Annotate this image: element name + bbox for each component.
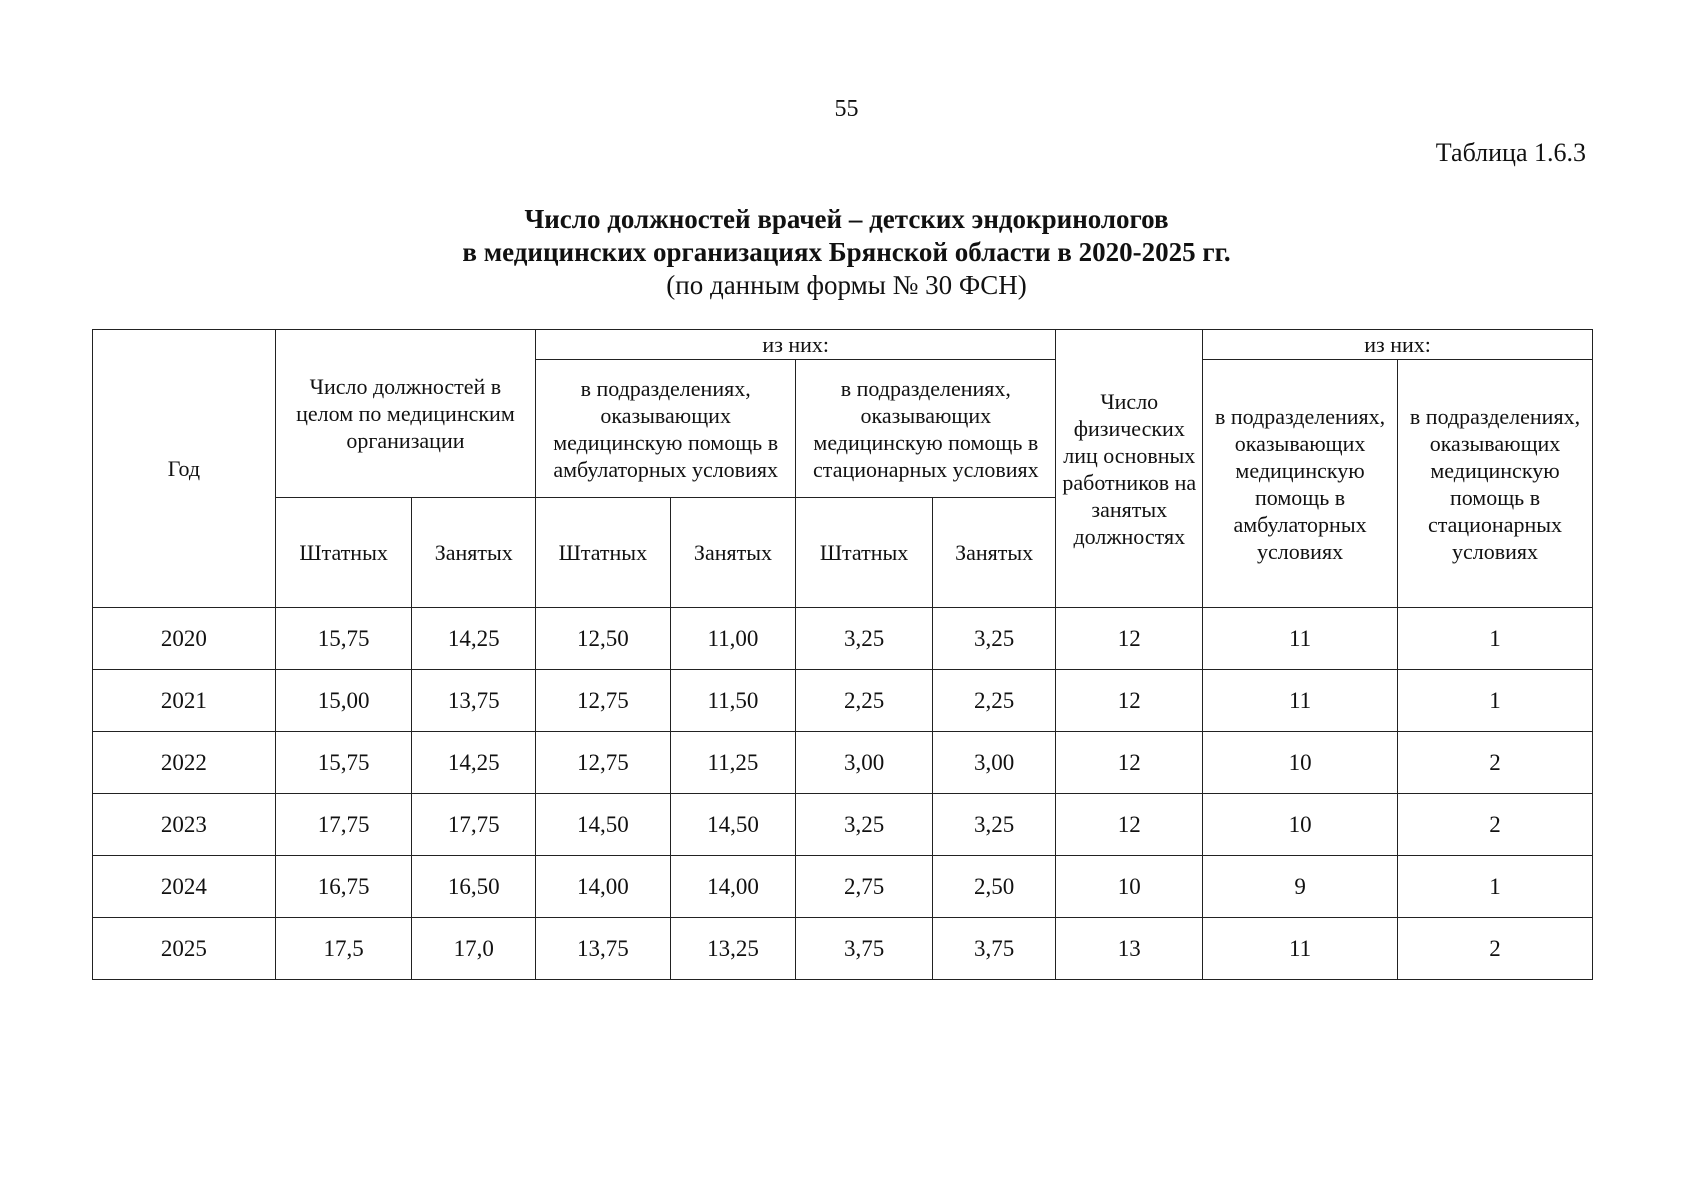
- cell-amb-occupied: 14,00: [670, 856, 796, 918]
- cell-year: 2022: [93, 732, 276, 794]
- cell-total-staff: 16,75: [275, 856, 412, 918]
- table-row: [93, 794, 1593, 856]
- cell-year: 2020: [93, 608, 276, 670]
- cell-amb-occupied: 14,50: [670, 794, 796, 856]
- table-title: [0, 203, 1693, 302]
- cell-inp-occupied: 3,25: [932, 794, 1056, 856]
- cell-amb-staff: 12,75: [536, 732, 671, 794]
- header-physical-persons: Число физических лиц основных работников на занятых должностях: [1056, 330, 1203, 608]
- cell-persons: 12: [1056, 794, 1203, 856]
- page-number: 55: [834, 96, 859, 122]
- header-persons-inpatient: в подразделениях, оказывающих медицинскую помощь в стационарных условиях: [1398, 360, 1593, 608]
- cell-inp-staff: 2,75: [796, 856, 933, 918]
- cell-persons-ambulatory: 10: [1203, 732, 1398, 794]
- header-of-them-positions: из них:: [536, 330, 1056, 360]
- cell-persons-ambulatory: 10: [1203, 794, 1398, 856]
- title-line-3: (по данным формы № 30 ФСН): [666, 270, 1027, 300]
- header-persons-ambulatory: в подразделениях, оказывающих медицинскую помощь в амбулаторных условиях: [1203, 360, 1398, 608]
- cell-persons-inpatient: 2: [1398, 918, 1593, 980]
- header-total-staff: Штатных: [275, 498, 412, 608]
- header-amb-occupied: Занятых: [670, 498, 796, 608]
- cell-inp-staff: 3,25: [796, 608, 933, 670]
- cell-persons: 13: [1056, 918, 1203, 980]
- cell-amb-staff: 13,75: [536, 918, 671, 980]
- cell-amb-staff: 14,00: [536, 856, 671, 918]
- cell-persons-ambulatory: 9: [1203, 856, 1398, 918]
- table-label: Таблица 1.6.3: [1435, 138, 1586, 167]
- title-line-2: в медицинских организациях Брянской области в 2020-2025 гг.: [462, 237, 1231, 267]
- cell-persons-inpatient: 1: [1398, 670, 1593, 732]
- cell-inp-staff: 2,25: [796, 670, 933, 732]
- cell-inp-occupied: 3,25: [932, 608, 1056, 670]
- cell-amb-occupied: 11,25: [670, 732, 796, 794]
- cell-persons: 10: [1056, 856, 1203, 918]
- cell-persons-inpatient: 2: [1398, 732, 1593, 794]
- cell-amb-staff: 12,50: [536, 608, 671, 670]
- cell-total-occupied: 17,75: [412, 794, 536, 856]
- cell-year: 2021: [93, 670, 276, 732]
- header-total-positions: Число должностей в целом по медицинским организации: [275, 330, 535, 498]
- cell-inp-staff: 3,00: [796, 732, 933, 794]
- cell-total-occupied: 17,0: [412, 918, 536, 980]
- title-line-1: Число должностей врачей – детских эндокринологов: [524, 204, 1169, 234]
- cell-persons-inpatient: 1: [1398, 856, 1593, 918]
- cell-inp-staff: 3,75: [796, 918, 933, 980]
- cell-total-staff: 15,75: [275, 608, 412, 670]
- cell-persons-ambulatory: 11: [1203, 608, 1398, 670]
- cell-inp-occupied: 2,50: [932, 856, 1056, 918]
- header-of-them-persons: из них:: [1203, 330, 1593, 360]
- cell-year: 2024: [93, 856, 276, 918]
- cell-persons: 12: [1056, 732, 1203, 794]
- cell-persons: 12: [1056, 670, 1203, 732]
- header-inp-occupied: Занятых: [932, 498, 1056, 608]
- cell-total-staff: 15,00: [275, 670, 412, 732]
- cell-total-occupied: 13,75: [412, 670, 536, 732]
- cell-inp-staff: 3,25: [796, 794, 933, 856]
- table-row: [93, 918, 1593, 980]
- cell-total-occupied: 16,50: [412, 856, 536, 918]
- table-row: [93, 732, 1593, 794]
- table-row: [93, 608, 1593, 670]
- cell-total-occupied: 14,25: [412, 608, 536, 670]
- header-inpatient: в подразделениях, оказывающих медицинскую помощь в стационарных условиях: [796, 360, 1056, 498]
- cell-persons-ambulatory: 11: [1203, 670, 1398, 732]
- cell-amb-staff: 14,50: [536, 794, 671, 856]
- cell-total-staff: 15,75: [275, 732, 412, 794]
- cell-persons-inpatient: 1: [1398, 608, 1593, 670]
- cell-inp-occupied: 2,25: [932, 670, 1056, 732]
- cell-inp-occupied: 3,00: [932, 732, 1056, 794]
- data-table: [92, 329, 1593, 980]
- cell-persons: 12: [1056, 608, 1203, 670]
- cell-total-staff: 17,5: [275, 918, 412, 980]
- cell-persons-inpatient: 2: [1398, 794, 1593, 856]
- cell-amb-occupied: 11,00: [670, 608, 796, 670]
- cell-inp-occupied: 3,75: [932, 918, 1056, 980]
- table-row: [93, 856, 1593, 918]
- header-row-1: [93, 330, 1593, 360]
- cell-year: 2025: [93, 918, 276, 980]
- cell-amb-occupied: 11,50: [670, 670, 796, 732]
- cell-total-occupied: 14,25: [412, 732, 536, 794]
- header-total-occupied: Занятых: [412, 498, 536, 608]
- cell-amb-occupied: 13,25: [670, 918, 796, 980]
- header-year: Год: [93, 330, 276, 608]
- header-ambulatory: в подразделениях, оказывающих медицинскую помощь в амбулаторных условиях: [536, 360, 796, 498]
- header-inp-staff: Штатных: [796, 498, 933, 608]
- cell-total-staff: 17,75: [275, 794, 412, 856]
- cell-persons-ambulatory: 11: [1203, 918, 1398, 980]
- cell-year: 2023: [93, 794, 276, 856]
- cell-amb-staff: 12,75: [536, 670, 671, 732]
- table-row: [93, 670, 1593, 732]
- header-amb-staff: Штатных: [536, 498, 671, 608]
